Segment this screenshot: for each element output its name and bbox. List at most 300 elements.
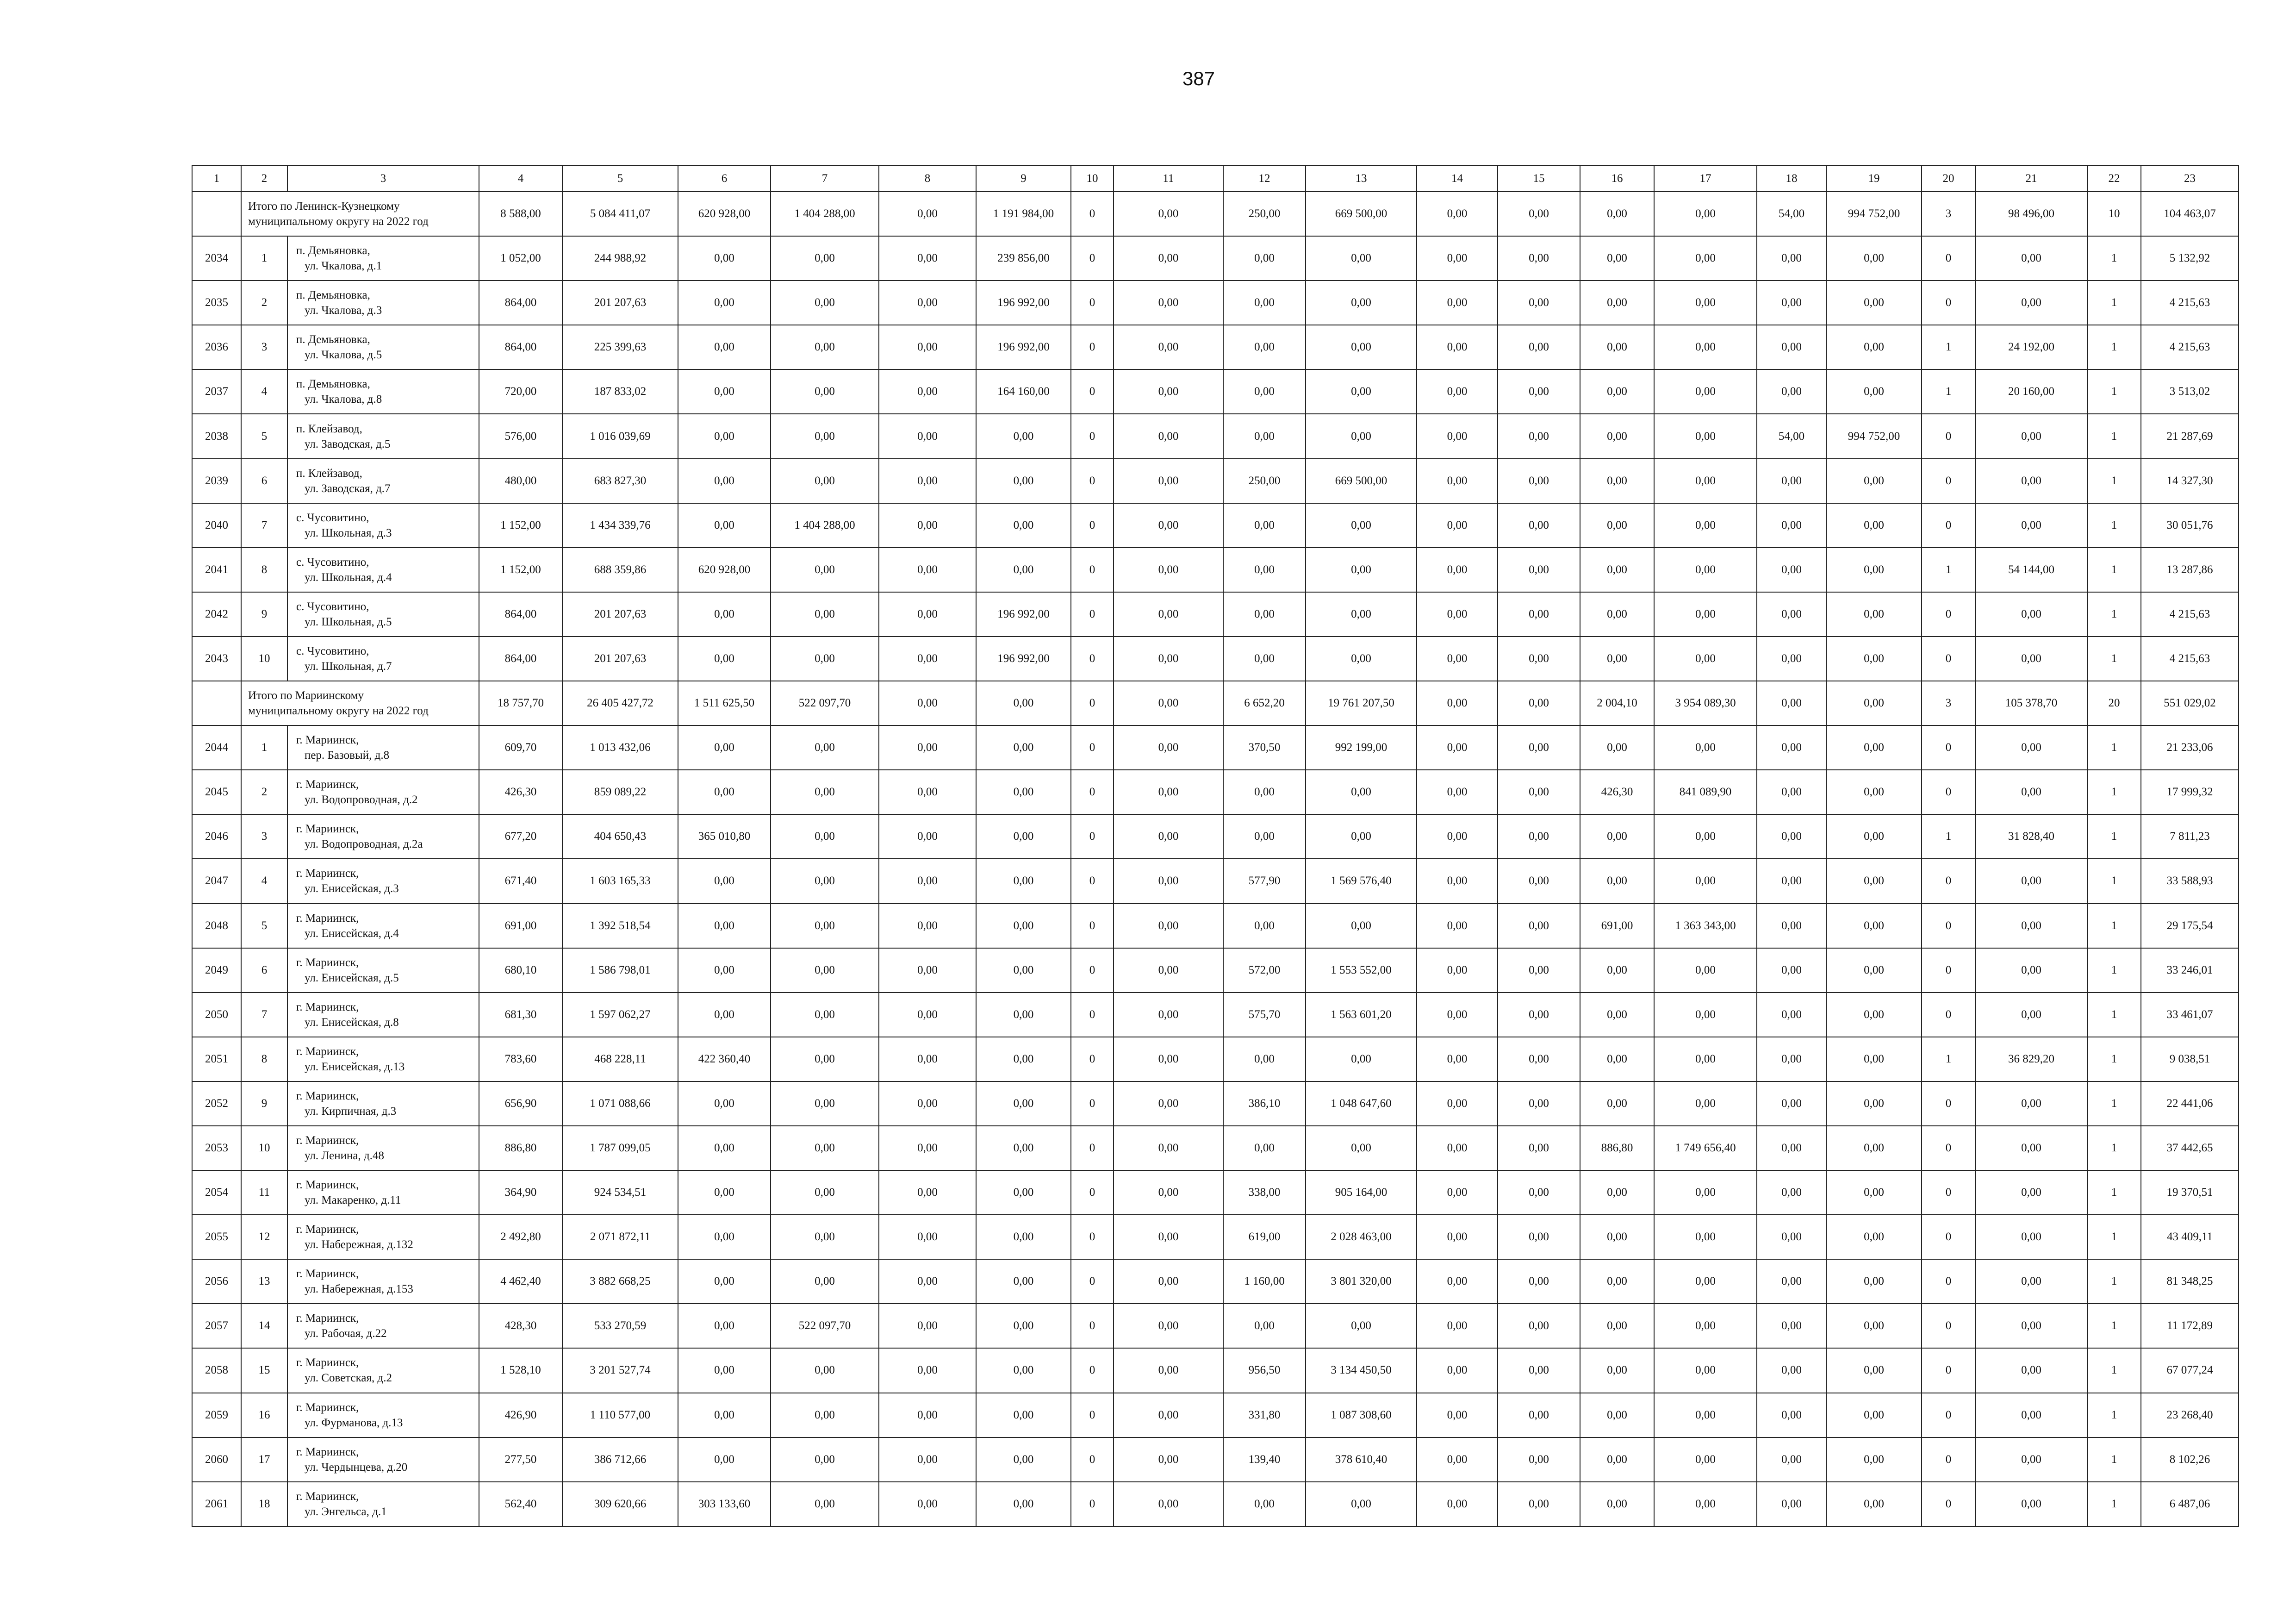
value-cell-col-11: 0,00	[1114, 770, 1223, 814]
address-street: ул. Набережная, д.132	[305, 1238, 413, 1251]
subtotal-label	[241, 192, 479, 236]
item-index: 5	[241, 414, 287, 458]
value-cell-col-4: 562,40	[479, 1482, 562, 1526]
row-number: 2040	[192, 503, 241, 548]
value-cell-col-20: 0	[1922, 993, 1975, 1037]
value-cell-col-12: 0,00	[1223, 325, 1306, 369]
value-cell-col-17: 0,00	[1654, 548, 1757, 592]
address-cell	[287, 1259, 479, 1304]
address-cell	[287, 236, 479, 281]
value-cell-col-6: 0,00	[678, 1437, 771, 1482]
value-cell-col-14: 0,00	[1417, 1348, 1498, 1393]
value-cell-col-13: 0,00	[1306, 1037, 1417, 1081]
value-cell-col-5: 1 110 577,00	[562, 1393, 678, 1437]
value-cell-col-13: 669 500,00	[1306, 192, 1417, 236]
value-cell-col-14: 0,00	[1417, 904, 1498, 948]
item-index: 7	[241, 503, 287, 548]
value-cell-col-16: 0,00	[1580, 1081, 1654, 1126]
value-cell-col-5: 187 833,02	[562, 369, 678, 414]
address-cell	[287, 1037, 479, 1081]
table-row	[192, 993, 2239, 1037]
value-cell-col-17: 0,00	[1654, 503, 1757, 548]
address-locality: с. Чусовитино,	[296, 600, 369, 613]
value-cell-col-22: 1	[2087, 459, 2141, 503]
value-cell-col-7: 0,00	[771, 325, 879, 369]
column-number-header: 2	[241, 166, 287, 192]
item-index: 5	[241, 904, 287, 948]
value-cell-col-18: 0,00	[1757, 1482, 1826, 1526]
value-cell-col-18: 0,00	[1757, 592, 1826, 637]
value-cell-col-9: 0,00	[976, 1482, 1071, 1526]
value-cell-col-20: 0	[1922, 1482, 1975, 1526]
table-row	[192, 325, 2239, 369]
value-cell-col-8: 0,00	[879, 281, 976, 325]
value-cell-col-8: 0,00	[879, 1393, 976, 1437]
value-cell-col-17: 0,00	[1654, 1259, 1757, 1304]
row-number: 2043	[192, 637, 241, 681]
value-cell-col-10: 0	[1071, 1037, 1114, 1081]
value-cell-col-14: 0,00	[1417, 1437, 1498, 1482]
value-cell-col-9: 0,00	[976, 1259, 1071, 1304]
value-cell-col-6: 0,00	[678, 369, 771, 414]
address-locality: с. Чусовитино,	[296, 556, 369, 568]
address-street: пер. Базовый, д.8	[305, 749, 390, 762]
value-cell-col-9: 196 992,00	[976, 325, 1071, 369]
value-cell-col-21: 0,00	[1975, 725, 2087, 770]
value-cell-col-20: 0	[1922, 1348, 1975, 1393]
value-cell-col-15: 0,00	[1498, 770, 1580, 814]
value-cell-col-12: 0,00	[1223, 503, 1306, 548]
value-cell-col-19: 0,00	[1826, 681, 1922, 725]
row-number: 2059	[192, 1393, 241, 1437]
value-cell-col-4: 1 152,00	[479, 503, 562, 548]
value-cell-col-22: 1	[2087, 637, 2141, 681]
value-cell-col-7: 0,00	[771, 1482, 879, 1526]
value-cell-col-9: 0,00	[976, 1037, 1071, 1081]
value-cell-col-21: 0,00	[1975, 993, 2087, 1037]
value-cell-col-13: 0,00	[1306, 414, 1417, 458]
value-cell-col-8: 0,00	[879, 770, 976, 814]
address-cell	[287, 859, 479, 903]
value-cell-col-11: 0,00	[1114, 1393, 1223, 1437]
value-cell-col-11: 0,00	[1114, 1037, 1223, 1081]
value-cell-col-17: 0,00	[1654, 1037, 1757, 1081]
value-cell-col-5: 924 534,51	[562, 1170, 678, 1215]
value-cell-col-13: 1 048 647,60	[1306, 1081, 1417, 1126]
address-street: ул. Кирпичная, д.3	[305, 1105, 397, 1118]
value-cell-col-17: 0,00	[1654, 236, 1757, 281]
value-cell-col-16: 886,80	[1580, 1126, 1654, 1170]
value-cell-col-14: 0,00	[1417, 459, 1498, 503]
value-cell-col-17: 0,00	[1654, 1437, 1757, 1482]
value-cell-col-16: 0,00	[1580, 1482, 1654, 1526]
value-cell-col-17: 0,00	[1654, 414, 1757, 458]
value-cell-col-13: 19 761 207,50	[1306, 681, 1417, 725]
value-cell-col-13: 0,00	[1306, 770, 1417, 814]
value-cell-col-10: 0	[1071, 1259, 1114, 1304]
value-cell-col-8: 0,00	[879, 414, 976, 458]
value-cell-col-18: 0,00	[1757, 325, 1826, 369]
value-cell-col-10: 0	[1071, 592, 1114, 637]
value-cell-col-7: 0,00	[771, 1215, 879, 1259]
address-locality: г. Мариинск,	[296, 1179, 359, 1192]
address-street: ул. Рабочая, д.22	[305, 1327, 387, 1340]
address-locality: п. Клейзавод,	[296, 467, 362, 480]
address-street: ул. Енисейская, д.13	[305, 1060, 405, 1073]
value-cell-col-7: 0,00	[771, 1170, 879, 1215]
value-cell-col-5: 2 071 872,11	[562, 1215, 678, 1259]
empty-cell	[192, 192, 241, 236]
value-cell-col-19: 0,00	[1826, 369, 1922, 414]
value-cell-col-12: 370,50	[1223, 725, 1306, 770]
value-cell-col-15: 0,00	[1498, 369, 1580, 414]
value-cell-col-22: 1	[2087, 993, 2141, 1037]
value-cell-col-7: 0,00	[771, 1259, 879, 1304]
value-cell-col-9: 1 191 984,00	[976, 192, 1071, 236]
row-number: 2044	[192, 725, 241, 770]
value-cell-col-10: 0	[1071, 369, 1114, 414]
value-cell-col-5: 5 084 411,07	[562, 192, 678, 236]
item-index: 10	[241, 637, 287, 681]
table-row	[192, 770, 2239, 814]
value-cell-col-14: 0,00	[1417, 814, 1498, 859]
value-cell-col-5: 1 597 062,27	[562, 993, 678, 1037]
value-cell-col-15: 0,00	[1498, 725, 1580, 770]
value-cell-col-12: 0,00	[1223, 814, 1306, 859]
value-cell-col-19: 0,00	[1826, 1348, 1922, 1393]
column-number-header: 14	[1417, 166, 1498, 192]
value-cell-col-15: 0,00	[1498, 681, 1580, 725]
value-cell-col-12: 0,00	[1223, 1482, 1306, 1526]
value-cell-col-18: 0,00	[1757, 904, 1826, 948]
value-cell-col-15: 0,00	[1498, 592, 1580, 637]
value-cell-col-18: 0,00	[1757, 1037, 1826, 1081]
value-cell-col-16: 0,00	[1580, 503, 1654, 548]
table-row	[192, 1304, 2239, 1348]
value-cell-col-8: 0,00	[879, 192, 976, 236]
table-row	[192, 414, 2239, 458]
row-number: 2034	[192, 236, 241, 281]
table-row	[192, 1393, 2239, 1437]
value-cell-col-19: 0,00	[1826, 637, 1922, 681]
value-cell-col-15: 0,00	[1498, 1482, 1580, 1526]
value-cell-col-16: 0,00	[1580, 1437, 1654, 1482]
value-cell-col-20: 1	[1922, 325, 1975, 369]
value-cell-col-10: 0	[1071, 548, 1114, 592]
value-cell-col-9: 0,00	[976, 859, 1071, 903]
table-row	[192, 1259, 2239, 1304]
value-cell-col-19: 0,00	[1826, 859, 1922, 903]
value-cell-col-21: 0,00	[1975, 904, 2087, 948]
value-cell-col-23: 4 215,63	[2141, 592, 2239, 637]
value-cell-col-4: 609,70	[479, 725, 562, 770]
value-cell-col-22: 1	[2087, 414, 2141, 458]
value-cell-col-5: 688 359,86	[562, 548, 678, 592]
value-cell-col-8: 0,00	[879, 503, 976, 548]
value-cell-col-18: 0,00	[1757, 1259, 1826, 1304]
value-cell-col-16: 0,00	[1580, 548, 1654, 592]
value-cell-col-22: 1	[2087, 1348, 2141, 1393]
value-cell-col-19: 0,00	[1826, 1170, 1922, 1215]
value-cell-col-12: 619,00	[1223, 1215, 1306, 1259]
value-cell-col-16: 0,00	[1580, 592, 1654, 637]
value-cell-col-8: 0,00	[879, 681, 976, 725]
value-cell-col-4: 428,30	[479, 1304, 562, 1348]
value-cell-col-17: 841 089,90	[1654, 770, 1757, 814]
value-cell-col-15: 0,00	[1498, 1037, 1580, 1081]
address-street: ул. Фурманова, д.13	[305, 1416, 403, 1429]
row-number: 2060	[192, 1437, 241, 1482]
value-cell-col-6: 1 511 625,50	[678, 681, 771, 725]
row-number: 2045	[192, 770, 241, 814]
value-cell-col-10: 0	[1071, 503, 1114, 548]
value-cell-col-20: 0	[1922, 859, 1975, 903]
table-row	[192, 859, 2239, 903]
value-cell-col-5: 1 016 039,69	[562, 414, 678, 458]
value-cell-col-16: 0,00	[1580, 1259, 1654, 1304]
value-cell-col-7: 0,00	[771, 1393, 879, 1437]
value-cell-col-7: 0,00	[771, 814, 879, 859]
address-cell	[287, 948, 479, 993]
value-cell-col-20: 0	[1922, 459, 1975, 503]
value-cell-col-5: 26 405 427,72	[562, 681, 678, 725]
value-cell-col-15: 0,00	[1498, 281, 1580, 325]
value-cell-col-12: 6 652,20	[1223, 681, 1306, 725]
row-number: 2042	[192, 592, 241, 637]
value-cell-col-11: 0,00	[1114, 1170, 1223, 1215]
value-cell-col-21: 0,00	[1975, 1348, 2087, 1393]
value-cell-col-12: 575,70	[1223, 993, 1306, 1037]
value-cell-col-15: 0,00	[1498, 459, 1580, 503]
value-cell-col-8: 0,00	[879, 904, 976, 948]
value-cell-col-22: 1	[2087, 503, 2141, 548]
address-locality: г. Мариинск,	[296, 1089, 359, 1102]
value-cell-col-15: 0,00	[1498, 1259, 1580, 1304]
value-cell-col-6: 0,00	[678, 948, 771, 993]
subtotal-label-line: муниципальному округу на 2022 год	[248, 705, 429, 718]
value-cell-col-7: 0,00	[771, 904, 879, 948]
value-cell-col-9: 196 992,00	[976, 637, 1071, 681]
value-cell-col-21: 0,00	[1975, 770, 2087, 814]
value-cell-col-23: 104 463,07	[2141, 192, 2239, 236]
value-cell-col-21: 0,00	[1975, 281, 2087, 325]
value-cell-col-10: 0	[1071, 192, 1114, 236]
column-number-header: 17	[1654, 166, 1757, 192]
value-cell-col-12: 0,00	[1223, 1304, 1306, 1348]
column-number-header: 18	[1757, 166, 1826, 192]
subtotal-row	[192, 192, 2239, 236]
value-cell-col-20: 0	[1922, 1215, 1975, 1259]
column-number-header: 12	[1223, 166, 1306, 192]
table-row	[192, 1126, 2239, 1170]
table-row	[192, 637, 2239, 681]
value-cell-col-13: 0,00	[1306, 1304, 1417, 1348]
value-cell-col-5: 3 201 527,74	[562, 1348, 678, 1393]
address-cell	[287, 904, 479, 948]
value-cell-col-5: 3 882 668,25	[562, 1259, 678, 1304]
value-cell-col-5: 1 434 339,76	[562, 503, 678, 548]
item-index: 6	[241, 948, 287, 993]
value-cell-col-19: 994 752,00	[1826, 192, 1922, 236]
value-cell-col-19: 0,00	[1826, 1259, 1922, 1304]
table-row	[192, 1437, 2239, 1482]
address-cell	[287, 414, 479, 458]
address-cell	[287, 1437, 479, 1482]
value-cell-col-23: 5 132,92	[2141, 236, 2239, 281]
value-cell-col-13: 0,00	[1306, 236, 1417, 281]
value-cell-col-13: 0,00	[1306, 814, 1417, 859]
value-cell-col-18: 0,00	[1757, 236, 1826, 281]
value-cell-col-8: 0,00	[879, 859, 976, 903]
value-cell-col-20: 0	[1922, 236, 1975, 281]
value-cell-col-21: 98 496,00	[1975, 192, 2087, 236]
value-cell-col-19: 0,00	[1826, 993, 1922, 1037]
value-cell-col-9: 0,00	[976, 948, 1071, 993]
value-cell-col-6: 365 010,80	[678, 814, 771, 859]
address-locality: г. Мариинск,	[296, 1312, 359, 1325]
value-cell-col-15: 0,00	[1498, 993, 1580, 1037]
value-cell-col-7: 0,00	[771, 1348, 879, 1393]
row-number: 2035	[192, 281, 241, 325]
value-cell-col-4: 783,60	[479, 1037, 562, 1081]
value-cell-col-13: 905 164,00	[1306, 1170, 1417, 1215]
item-index: 8	[241, 548, 287, 592]
value-cell-col-9: 0,00	[976, 1437, 1071, 1482]
value-cell-col-11: 0,00	[1114, 503, 1223, 548]
value-cell-col-8: 0,00	[879, 725, 976, 770]
value-cell-col-16: 0,00	[1580, 414, 1654, 458]
value-cell-col-22: 1	[2087, 548, 2141, 592]
value-cell-col-13: 3 801 320,00	[1306, 1259, 1417, 1304]
value-cell-col-4: 671,40	[479, 859, 562, 903]
value-cell-col-14: 0,00	[1417, 503, 1498, 548]
address-locality: г. Мариинск,	[296, 1356, 359, 1369]
value-cell-col-13: 0,00	[1306, 503, 1417, 548]
value-cell-col-4: 864,00	[479, 281, 562, 325]
address-street: ул. Заводская, д.5	[305, 437, 391, 450]
address-street: ул. Чкалова, д.8	[305, 393, 382, 406]
value-cell-col-16: 0,00	[1580, 1037, 1654, 1081]
table-row	[192, 281, 2239, 325]
value-cell-col-21: 0,00	[1975, 236, 2087, 281]
value-cell-col-17: 0,00	[1654, 1348, 1757, 1393]
value-cell-col-7: 0,00	[771, 1081, 879, 1126]
column-number-header: 15	[1498, 166, 1580, 192]
value-cell-col-5: 201 207,63	[562, 592, 678, 637]
address-cell	[287, 325, 479, 369]
value-cell-col-11: 0,00	[1114, 1259, 1223, 1304]
value-cell-col-12: 0,00	[1223, 414, 1306, 458]
value-cell-col-19: 0,00	[1826, 503, 1922, 548]
value-cell-col-18: 0,00	[1757, 1170, 1826, 1215]
value-cell-col-20: 0	[1922, 592, 1975, 637]
value-cell-col-11: 0,00	[1114, 1081, 1223, 1126]
value-cell-col-23: 33 588,93	[2141, 859, 2239, 903]
value-cell-col-4: 364,90	[479, 1170, 562, 1215]
value-cell-col-12: 0,00	[1223, 904, 1306, 948]
value-cell-col-10: 0	[1071, 1081, 1114, 1126]
value-cell-col-9: 164 160,00	[976, 369, 1071, 414]
value-cell-col-22: 1	[2087, 281, 2141, 325]
value-cell-col-9: 0,00	[976, 681, 1071, 725]
value-cell-col-14: 0,00	[1417, 281, 1498, 325]
value-cell-col-16: 0,00	[1580, 369, 1654, 414]
value-cell-col-4: 426,90	[479, 1393, 562, 1437]
value-cell-col-16: 0,00	[1580, 325, 1654, 369]
table-row	[192, 1348, 2239, 1393]
value-cell-col-15: 0,00	[1498, 637, 1580, 681]
value-cell-col-7: 1 404 288,00	[771, 192, 879, 236]
value-cell-col-11: 0,00	[1114, 814, 1223, 859]
value-cell-col-15: 0,00	[1498, 1170, 1580, 1215]
value-cell-col-9: 196 992,00	[976, 592, 1071, 637]
value-cell-col-8: 0,00	[879, 1482, 976, 1526]
value-cell-col-22: 1	[2087, 1170, 2141, 1215]
value-cell-col-11: 0,00	[1114, 1348, 1223, 1393]
address-locality: г. Мариинск,	[296, 1134, 359, 1147]
value-cell-col-18: 54,00	[1757, 414, 1826, 458]
address-locality: г. Мариинск,	[296, 867, 359, 880]
row-number: 2053	[192, 1126, 241, 1170]
value-cell-col-11: 0,00	[1114, 459, 1223, 503]
value-cell-col-16: 0,00	[1580, 725, 1654, 770]
value-cell-col-18: 0,00	[1757, 281, 1826, 325]
address-street: ул. Советская, д.2	[305, 1372, 392, 1385]
value-cell-col-14: 0,00	[1417, 1037, 1498, 1081]
row-number: 2050	[192, 993, 241, 1037]
column-number-header: 5	[562, 166, 678, 192]
value-cell-col-11: 0,00	[1114, 637, 1223, 681]
value-cell-col-22: 1	[2087, 725, 2141, 770]
value-cell-col-22: 1	[2087, 1304, 2141, 1348]
value-cell-col-22: 1	[2087, 814, 2141, 859]
address-cell	[287, 993, 479, 1037]
value-cell-col-17: 0,00	[1654, 1081, 1757, 1126]
value-cell-col-21: 0,00	[1975, 1126, 2087, 1170]
column-number-header: 1	[192, 166, 241, 192]
value-cell-col-23: 4 215,63	[2141, 281, 2239, 325]
value-cell-col-22: 1	[2087, 1126, 2141, 1170]
value-cell-col-19: 0,00	[1826, 1304, 1922, 1348]
value-cell-col-19: 0,00	[1826, 770, 1922, 814]
item-index: 17	[241, 1437, 287, 1482]
value-cell-col-23: 17 999,32	[2141, 770, 2239, 814]
value-cell-col-18: 0,00	[1757, 814, 1826, 859]
value-cell-col-20: 0	[1922, 948, 1975, 993]
value-cell-col-17: 0,00	[1654, 1215, 1757, 1259]
address-street: ул. Чкалова, д.1	[305, 260, 382, 273]
table-row	[192, 548, 2239, 592]
value-cell-col-4: 8 588,00	[479, 192, 562, 236]
value-cell-col-16: 0,00	[1580, 948, 1654, 993]
value-cell-col-6: 0,00	[678, 859, 771, 903]
value-cell-col-19: 0,00	[1826, 548, 1922, 592]
address-cell	[287, 459, 479, 503]
value-cell-col-10: 0	[1071, 1348, 1114, 1393]
value-cell-col-19: 0,00	[1826, 1081, 1922, 1126]
value-cell-col-17: 0,00	[1654, 1170, 1757, 1215]
value-cell-col-18: 0,00	[1757, 993, 1826, 1037]
row-number: 2049	[192, 948, 241, 993]
table-row	[192, 1215, 2239, 1259]
row-number: 2039	[192, 459, 241, 503]
value-cell-col-14: 0,00	[1417, 1304, 1498, 1348]
value-cell-col-22: 1	[2087, 1215, 2141, 1259]
value-cell-col-19: 0,00	[1826, 592, 1922, 637]
table-row	[192, 1037, 2239, 1081]
item-index: 18	[241, 1482, 287, 1526]
address-street: ул. Енисейская, д.4	[305, 927, 399, 940]
